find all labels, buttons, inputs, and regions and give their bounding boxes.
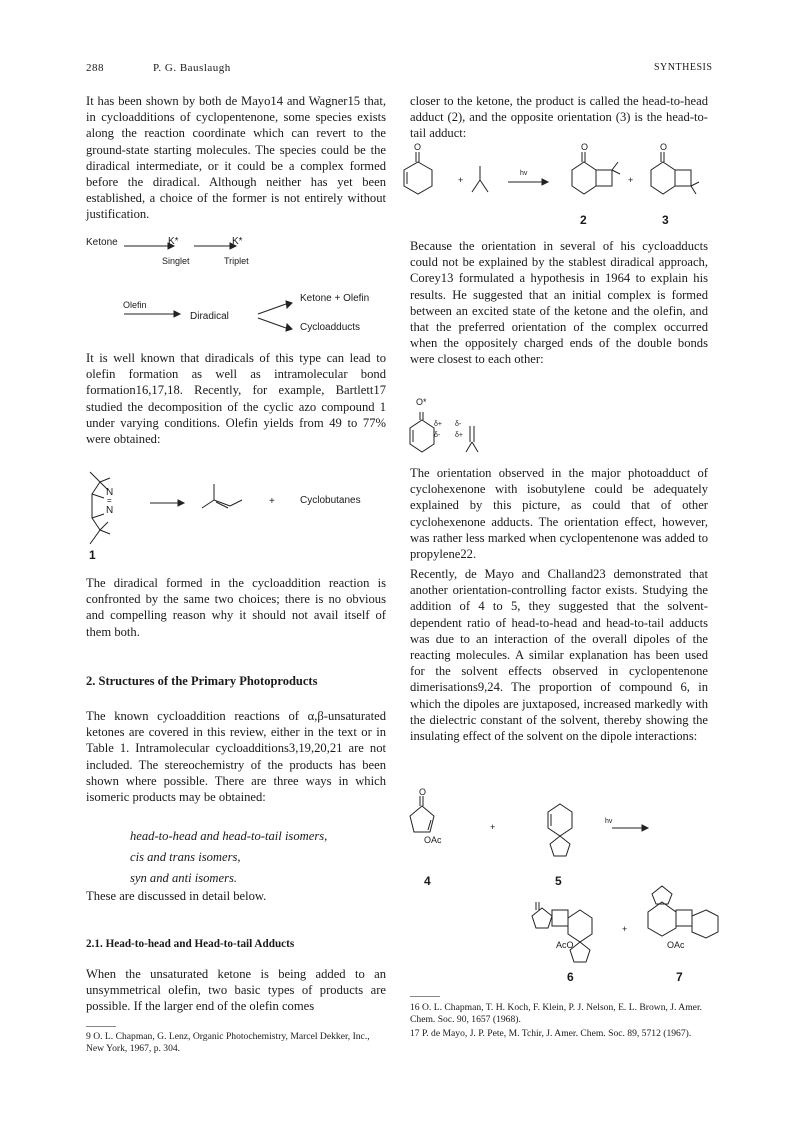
- left-para-4: The known cycloaddition reactions of α,β-unsaturated ketones are covered in this review, either in the text or in Table 1. Intramolecular cycloadditions3,19,20,21 are not included. The stereochemistry of the products has been shown where possible. There are three ways in which isomeric products may be obtained:: [86, 709, 386, 805]
- scheme1-triplet-label: Triplet: [224, 256, 249, 266]
- compound-4-label: 4: [424, 874, 431, 888]
- right-para-2: Because the orientation in several of his cycloadducts could not be explained by the stablest diradical approach, Corey13 formulated a hypothesis in 1964 to explain his results. He suggested that an initial complex is formed between an excited state of the ketone and the olefin, and that the preferred orientation of the complex occurred when the oppositely charged ends of the double bonds were closest to each other:: [410, 239, 708, 367]
- list-item: syn and anti isomers.: [130, 871, 238, 885]
- isomer-list: [130, 826, 390, 889]
- list-item: head-to-head and head-to-tail isomers,: [130, 829, 328, 843]
- scheme3-plus: +: [458, 175, 464, 185]
- azo-plus: +: [269, 496, 275, 507]
- right-para-1: closer to the ketone, the product is called the head-to-head adduct (2), and the opposite orientation (3) is the head-to-tail adduct:: [410, 94, 708, 141]
- scheme4-plus: +: [490, 822, 496, 832]
- complex-delta-plus: δ+: [434, 421, 442, 428]
- scheme4-oxygen: O: [419, 787, 427, 797]
- journal-name: SYNTHESIS: [654, 62, 713, 73]
- scheme3-oxygen: O: [581, 142, 589, 152]
- arrow-icon: [122, 311, 180, 317]
- scheme4-plus: +: [622, 924, 628, 934]
- right-para-3: The orientation observed in the major photoadduct of cyclohexenone with isobutylene could be adequately explained by this picture, as could that of other cyclohexenone adducts. The orientation effect, however, was rather less marked when cyclopentenone was added to propylene22.: [410, 466, 708, 562]
- arrow-icon: [122, 243, 172, 249]
- footnote-divider: [410, 996, 440, 997]
- running-author: P. G. Bauslaugh: [153, 62, 231, 74]
- olefin-structure: [200, 482, 244, 512]
- azo-n2: N: [106, 505, 114, 516]
- complex-structure: [404, 408, 494, 458]
- compound-6-label: 6: [567, 970, 574, 984]
- azo-n-bond: =: [107, 496, 112, 505]
- scheme4-aco: AcO: [556, 940, 574, 950]
- scheme1-k-triplet: K*: [232, 236, 243, 247]
- complex-delta-plus: δ+: [455, 432, 463, 439]
- scheme1-singlet-label: Singlet: [162, 256, 190, 266]
- compound-1-label: 1: [89, 548, 96, 562]
- left-para-1: It has been shown by both de Mayo14 and Wagner15 that, in cycloadditions of cyclopentenone, some species exists along the reaction coordinate which can revert to the ground-state starting molecules. The species could be the diradical intermediate, or it could be a complex formed before the diradical. Although neither has yet been established, a choice of the former is not entirely without justification.: [86, 94, 386, 222]
- scheme1-ketone-olefin: Ketone + Olefin: [300, 293, 370, 304]
- scheme3-oxygen: O: [660, 142, 668, 152]
- arrow-icon: [192, 243, 236, 249]
- compound-7-label: 7: [676, 970, 683, 984]
- section-2-heading: 2. Structures of the Primary Photoproducts: [86, 674, 318, 688]
- left-para-3: The diradical formed in the cycloaddition reaction is confronted by the same two choices; there is no obvious and compelling reason why it should not avail itself of them both.: [86, 576, 386, 639]
- compound-3-label: 3: [662, 213, 669, 227]
- cycloaddition-scheme-structures: [396, 148, 716, 212]
- left-para-2: It is well known that diradicals of this type can lead to olefin formation as well as intramolecular bond formation16,17,18. Recently, for example, Bartlett17 studied the decomposition of the cyclic azo compound 1 under varying conditions. Olefin yields from 49 to 77% were obtained:: [86, 351, 386, 447]
- scheme3-plus: +: [628, 175, 634, 185]
- scheme1-ketone: Ketone: [86, 237, 118, 248]
- dipole-scheme-structures: [402, 790, 702, 980]
- scheme3-hv: hv: [520, 170, 528, 177]
- complex-delta-minus: δ-: [434, 432, 441, 439]
- scheme1-k-singlet: K*: [168, 236, 179, 247]
- footnote-9: 9 O. L. Chapman, G. Lenz, Organic Photochemistry, Marcel Dekker, Inc., New York, 1967, p. 304.: [86, 1031, 370, 1054]
- compound-2-label: 2: [580, 213, 587, 227]
- scheme3-oxygen: O: [414, 142, 422, 152]
- scheme1-olefin: Olefin: [123, 300, 147, 310]
- arrow-icon: [148, 500, 184, 506]
- footnote-16: 16 O. L. Chapman, T. H. Koch, F. Klein, P. J. Nelson, E. L. Brown, J. Amer. Chem. Soc. 90, 1657 (1968).: [410, 1002, 703, 1025]
- footnote-17: 17 P. de Mayo, J. P. Pete, M. Tchir, J. Amer. Chem. Soc. 89, 5712 (1967).: [410, 1028, 692, 1039]
- left-para-6: When the unsaturated ketone is being added to an unsymmetrical olefin, two basic types of products are possible. If the larger end of the olefin comes: [86, 967, 386, 1014]
- scheme4-oac: OAc: [424, 835, 442, 845]
- complex-o-excited: O*: [416, 397, 427, 407]
- footnote-divider: [86, 1026, 116, 1027]
- list-item: cis and trans isomers,: [130, 850, 241, 864]
- right-para-4: Recently, de Mayo and Challand23 demonstrated that another orientation-controlling factor exists. Studying the addition of 4 to 5, they suggested that the solvent-dependent ratio of head-to-head and head-to-tail adducts was due to an interaction of the overall dipoles of the reacting molecules. A similar explanation has been used for the solvent effects observed in cyclopentenone dimerisations9,24. The proportion of compound 6, in which the dipoles are juxtaposed, increased markedly with the dielectric constant of the solvent, thereby showing the insulating effect of the solvent on the dipole interactions:: [410, 567, 708, 744]
- left-para-5: These are discussed in detail below.: [86, 889, 267, 903]
- scheme4-oac: OAc: [667, 940, 685, 950]
- azo-cyclobutanes: Cyclobutanes: [300, 495, 361, 506]
- section-2-1-heading: 2.1. Head-to-head and Head-to-tail Adducts: [86, 938, 295, 950]
- scheme1-diradical: Diradical: [190, 311, 229, 322]
- scheme4-hv: hv: [605, 818, 613, 825]
- azo-n1: N: [106, 487, 114, 498]
- page-number: 288: [86, 62, 104, 74]
- complex-delta-minus: δ-: [455, 421, 462, 428]
- compound-5-label: 5: [555, 874, 562, 888]
- scheme1-cycloadducts: Cycloadducts: [300, 322, 361, 333]
- branch-arrows-icon: [256, 300, 292, 336]
